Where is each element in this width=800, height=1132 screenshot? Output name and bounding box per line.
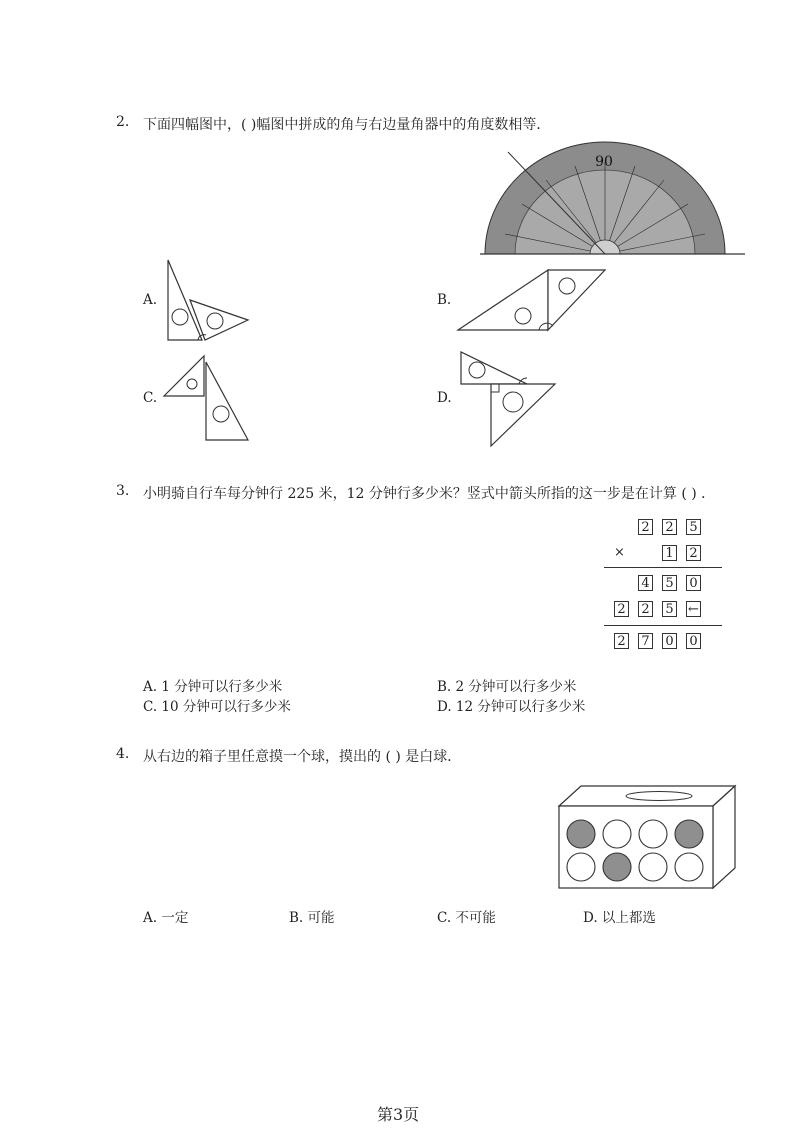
vertical-multiplication	[600, 515, 725, 655]
multiply-operator: ×	[614, 545, 625, 560]
partial1-digit: 0	[686, 575, 701, 591]
result-digit: 7	[638, 633, 653, 649]
partial2-digit: 2	[614, 601, 629, 617]
gray-ball	[603, 853, 631, 881]
question-3-option-c: C. 10 分钟可以行多少米	[143, 699, 291, 715]
question-2-option-b: B.	[437, 292, 452, 308]
arrow-icon: ←	[686, 601, 701, 617]
partial2-digit: 2	[638, 601, 653, 617]
result-digit: 2	[614, 633, 629, 649]
question-4-option-b: B. 可能	[289, 910, 335, 926]
multiplicand-digit: 2	[662, 519, 677, 535]
white-ball	[639, 820, 667, 848]
multiplier-digit: 2	[686, 545, 701, 561]
question-4-text: 从右边的箱子里任意摸一个球，摸出的 ( ) 是白球．	[143, 749, 462, 765]
question-2-number: 2.	[116, 114, 130, 130]
question-2-text: 下面四幅图中，( )幅图中拼成的角与右边量角器中的角度数相等．	[143, 117, 551, 133]
question-4-option-a: A. 一定	[143, 910, 189, 926]
protractor-figure	[480, 138, 750, 258]
multiplicand-digit: 5	[686, 519, 701, 535]
question-3-option-a: A. 1 分钟可以行多少米	[143, 679, 283, 695]
multiplicand-digit: 2	[638, 519, 653, 535]
question-3-option-b: B. 2 分钟可以行多少米	[437, 679, 577, 695]
question-4-option-c: C. 不可能	[437, 910, 496, 926]
question-3-number: 3.	[116, 483, 130, 499]
page-number: 第3页	[377, 1105, 420, 1124]
question-4-option-d: D. 以上都选	[583, 910, 656, 926]
option-b-figure	[455, 266, 610, 334]
option-a-figure	[160, 255, 255, 345]
white-ball	[675, 853, 703, 881]
gray-ball	[567, 820, 595, 848]
partial1-digit: 4	[638, 575, 653, 591]
multiplier-digit: 1	[662, 545, 677, 561]
white-ball	[603, 820, 631, 848]
option-d-figure	[455, 348, 560, 450]
calc-divider-line	[604, 567, 722, 568]
question-4-number: 4.	[116, 746, 130, 762]
option-c-figure	[162, 352, 254, 444]
ball-box-figure	[555, 782, 740, 892]
white-ball	[639, 853, 667, 881]
partial2-digit: 5	[662, 601, 677, 617]
gray-ball	[675, 820, 703, 848]
result-digit: 0	[686, 633, 701, 649]
protractor-label: 90	[595, 154, 613, 170]
question-3-option-d: D. 12 分钟可以行多少米	[437, 699, 586, 715]
question-2-option-a: A.	[143, 292, 158, 308]
result-digit: 0	[662, 633, 677, 649]
question-2-option-d: D.	[437, 390, 452, 406]
white-ball	[567, 853, 595, 881]
question-2-option-c: C.	[143, 390, 158, 406]
calc-divider-line	[604, 625, 722, 626]
partial1-digit: 5	[662, 575, 677, 591]
question-3-text: 小明骑自行车每分钟行 225 米，12 分钟行多少米？竖式中箭头所指的这一步是在计算 ( ) ．	[143, 486, 716, 502]
